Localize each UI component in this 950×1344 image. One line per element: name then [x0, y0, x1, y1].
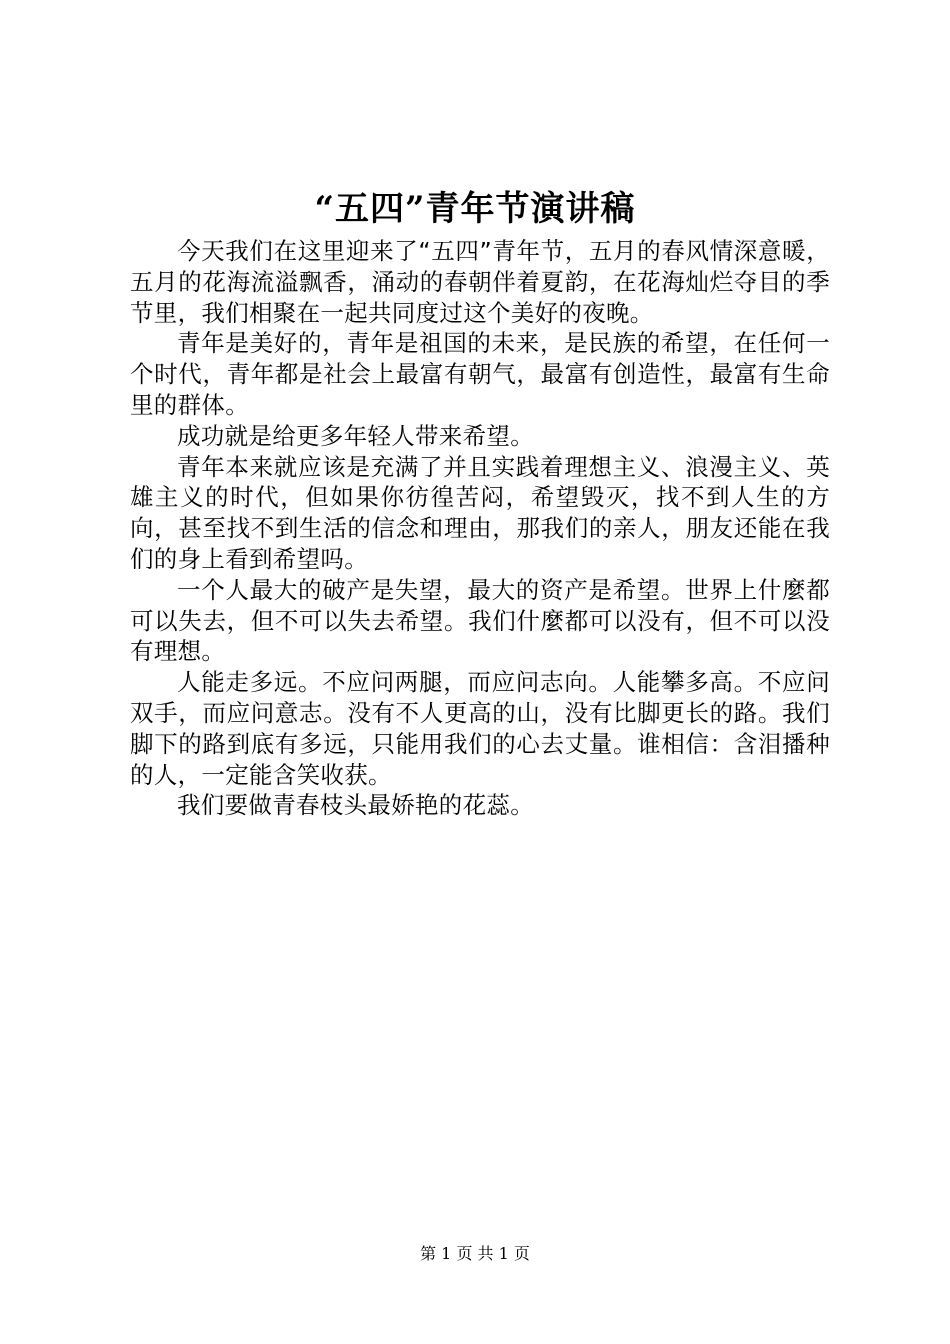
- paragraph-6: 人能走多远。不应问两腿，而应问志向。人能攀多高。不应问双手，而应问意志。没有不人更高的山，没有比脚更长的路。我们脚下的路到底有多远，只能用我们的心去丈量。谁相信：含泪播种的人，一定能含笑收获。: [130, 668, 830, 789]
- document-body: [130, 236, 830, 821]
- paragraph-7: 我们要做青春枝头最娇艳的花蕊。: [177, 791, 534, 820]
- paragraph-1: 今天我们在这里迎来了“五四”青年节，五月的春风情深意暖，五月的花海流溢飘香，涌动的春朝伴着夏韵，在花海灿烂夺目的季节里，我们相聚在一起共同度过这个美好的夜晚。: [130, 237, 830, 327]
- document-title: “五四”青年节演讲稿: [314, 189, 636, 229]
- page-footer: 第 1 页 共 1 页: [420, 1244, 530, 1263]
- paragraph-4: 青年本来就应该是充满了并且实践着理想主义、浪漫主义、英雄主义的时代，但如果你彷徨苦闷，希望毁灭，找不到人生的方向，甚至找不到生活的信念和理由，那我们的亲人，朋友还能在我们的身上看到希望吗。: [130, 452, 830, 573]
- paragraph-5: 一个人最大的破产是失望，最大的资产是希望。世界上什麼都可以失去，但不可以失去希望。我们什麼都可以没有，但不可以没有理想。: [130, 575, 830, 666]
- paragraph-2: 青年是美好的，青年是祖国的未来，是民族的希望，在任何一个时代，青年都是社会上最富有朝气，最富有创造性，最富有生命里的群体。: [130, 329, 830, 419]
- paragraph-3: 成功就是给更多年轻人带来希望。: [177, 421, 534, 450]
